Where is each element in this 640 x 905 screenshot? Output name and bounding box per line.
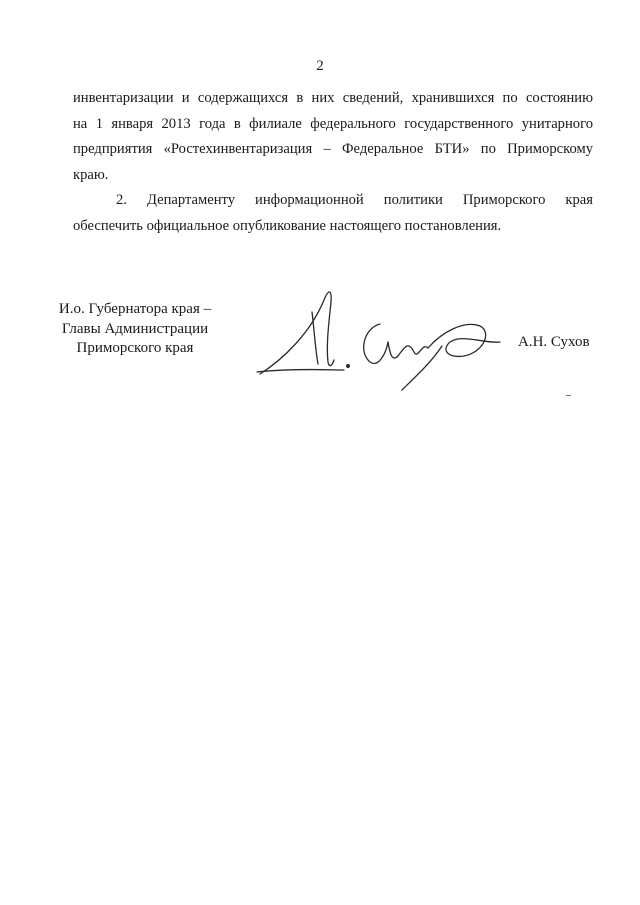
document-body (73, 86, 593, 239)
signatory-title-line: Приморского края (76, 340, 194, 356)
scan-artifact (566, 395, 571, 396)
signatory-title (40, 300, 230, 359)
signatory-name: А.Н. Сухов (518, 334, 590, 350)
signatory-title-line: Главы Администрации (61, 320, 209, 337)
signatory-title-line: И.о. Губернатора края – (58, 301, 212, 317)
paragraph-2-line: 2. Департаменту информационной политики Приморского края (116, 192, 593, 208)
paragraph-1 (73, 86, 593, 188)
paragraph-1-line: краю. (73, 166, 109, 183)
paragraph-1-line: инвентаризации и содержащихся в них сведений, хранившихся по состоянию (73, 90, 593, 106)
handwritten-signature (252, 282, 502, 392)
page-number: 2 (316, 58, 324, 74)
paragraph-1-line: на 1 января 2013 года в филиале федерального государственного унитарного (73, 115, 593, 132)
paragraph-2-line: обеспечить официальное опубликование настоящего постановления. (73, 217, 502, 234)
paragraph-1-line: предприятия «Ростехинвентаризация – Федеральное БТИ» по Приморскому (73, 141, 593, 157)
paragraph-2 (73, 188, 593, 239)
